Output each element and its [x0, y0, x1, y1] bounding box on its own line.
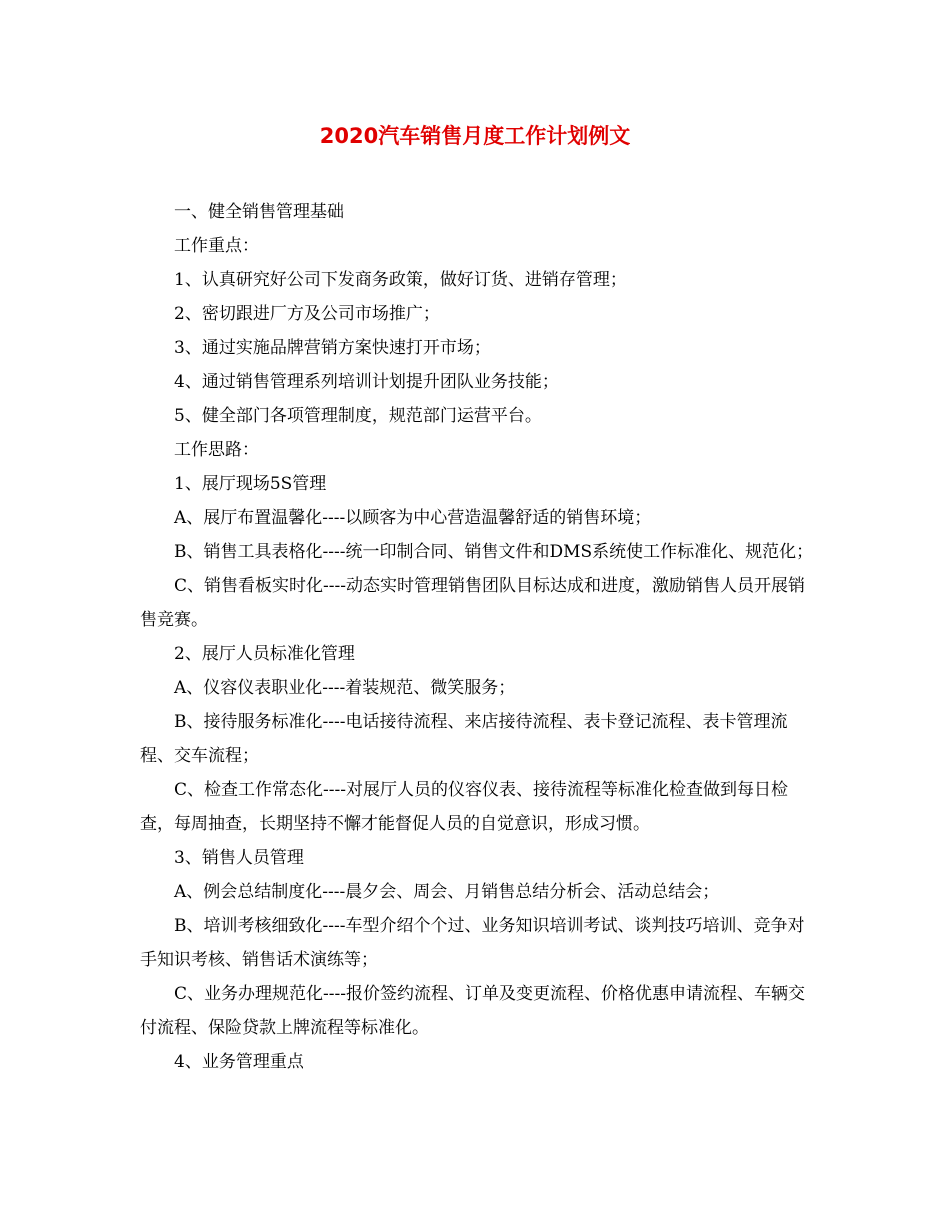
paragraph: 4、通过销售管理系列培训计划提升团队业务技能；: [174, 372, 559, 392]
paragraph: A、仪容仪表职业化----着装规范、微笑服务；: [174, 678, 516, 698]
paragraph: C、销售看板实时化----动态实时管理销售团队目标达成和进度，激励销售人员开展销售竞赛。: [140, 576, 805, 630]
paragraph: 3、通过实施品牌营销方案快速打开市场；: [174, 338, 491, 358]
paragraph: B、接待服务标准化----电话接待流程、来店接待流程、表卡登记流程、表卡管理流程、交车流程；: [140, 712, 788, 766]
paragraph: 1、展厅现场5S管理: [174, 474, 327, 494]
paragraph: 1、认真研究好公司下发商务政策，做好订货、进销存管理；: [174, 270, 627, 290]
paragraph: 5、健全部门各项管理制度，规范部门运营平台。: [174, 406, 542, 426]
paragraph: 4、业务管理重点: [174, 1052, 304, 1072]
paragraph: B、销售工具表格化----统一印制合同、销售文件和DMS系统使工作标准化、规范化；: [174, 542, 814, 562]
paragraph: 2、展厅人员标准化管理: [174, 644, 355, 664]
paragraph: C、检查工作常态化----对展厅人员的仪容仪表、接待流程等标准化检查做到每日检查，每周抽查，长期坚持不懈才能督促人员的自觉意识，形成习惯。: [140, 780, 788, 834]
document-title: 2020汽车销售月度工作计划例文: [319, 124, 631, 148]
paragraph: 2、密切跟进厂方及公司市场推广；: [174, 304, 440, 324]
document-body: [140, 195, 820, 1079]
paragraph: 工作重点：: [174, 236, 259, 256]
paragraph: C、业务办理规范化----报价签约流程、订单及变更流程、价格优惠申请流程、车辆交付流程、保险贷款上牌流程等标准化。: [140, 984, 805, 1038]
paragraph: 工作思路：: [174, 440, 259, 460]
paragraph: A、展厅布置温馨化----以顾客为中心营造温馨舒适的销售环境；: [174, 508, 652, 528]
paragraph: 一、健全销售管理基础: [174, 202, 344, 222]
paragraph: 3、销售人员管理: [174, 848, 304, 868]
paragraph: A、例会总结制度化----晨夕会、周会、月销售总结分析会、活动总结会；: [174, 882, 720, 902]
paragraph: B、培训考核细致化----车型介绍个个过、业务知识培训考试、谈判技巧培训、竞争对手知识考核、销售话术演练等；: [140, 916, 805, 970]
